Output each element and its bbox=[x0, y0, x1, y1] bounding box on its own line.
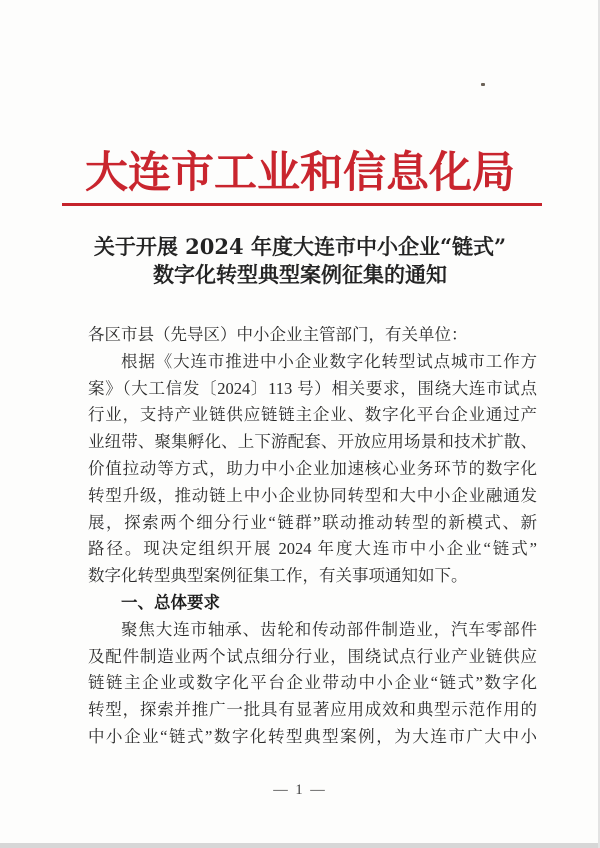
document-title bbox=[0, 233, 600, 289]
body-line: 展，探索两个细分行业“链群”联动推动转型的新模式、新 bbox=[88, 512, 537, 532]
body-line: 根据《大连市推进中小企业数字化转型试点城市工作方 bbox=[121, 351, 537, 371]
body-line: 行业，支持产业链供应链链主企业、数字化平台企业通过产 bbox=[88, 405, 537, 425]
letterhead-divider-rule bbox=[62, 203, 542, 206]
page-number: — 1 — bbox=[273, 782, 327, 798]
body-line: 转型，探索并推广一批具有显著应用成效和典型示范作用的 bbox=[88, 700, 537, 720]
document-title-line1: 关于开展 2024 年度大连市中小企业“链式” bbox=[93, 234, 507, 259]
body-line: 聚焦大连市轴承、齿轮和传动部件制造业，汽车零部件 bbox=[121, 619, 537, 639]
body-line: 链链主企业或数字化平台企业带动中小企业“链式”数字化 bbox=[88, 673, 537, 693]
document-body bbox=[88, 322, 537, 751]
body-line: 价值拉动等方式，助力中小企业加速核心业务环节的数字化 bbox=[88, 458, 537, 478]
body-line: 案》（大工信发〔2024〕113 号）相关要求，围绕大连市试点 bbox=[88, 378, 537, 398]
body-line: 及配件制造业两个试点细分行业，围绕试点行业产业链供应 bbox=[88, 646, 537, 666]
body-line: 中小企业“链式”数字化转型典型案例，为大连市广大中小 bbox=[88, 726, 537, 746]
body-line: 转型升级，推动链上中小企业协同转型和大中小企业融通发 bbox=[88, 485, 537, 505]
document-title-line2: 数字化转型典型案例征集的通知 bbox=[153, 262, 447, 287]
scan-edge-shadow-bottom bbox=[0, 843, 600, 848]
body-line: 路径。现决定组织开展 2024 年度大连市中小企业“链式” bbox=[88, 539, 537, 559]
section-1-heading: 一、总体要求 bbox=[121, 592, 220, 612]
body-line: 数字化转型典型案例征集工作，有关事项通知如下。 bbox=[88, 566, 468, 586]
scan-dust-speck bbox=[481, 83, 485, 86]
body-line: 业纽带、聚集孵化、上下游配套、开放应用场景和技术扩散、 bbox=[88, 432, 537, 452]
salutation-line: 各区市县（先导区）中小企业主管部门，有关单位： bbox=[88, 325, 468, 344]
letterhead-title: 大连市工业和信息化局 bbox=[85, 148, 515, 198]
